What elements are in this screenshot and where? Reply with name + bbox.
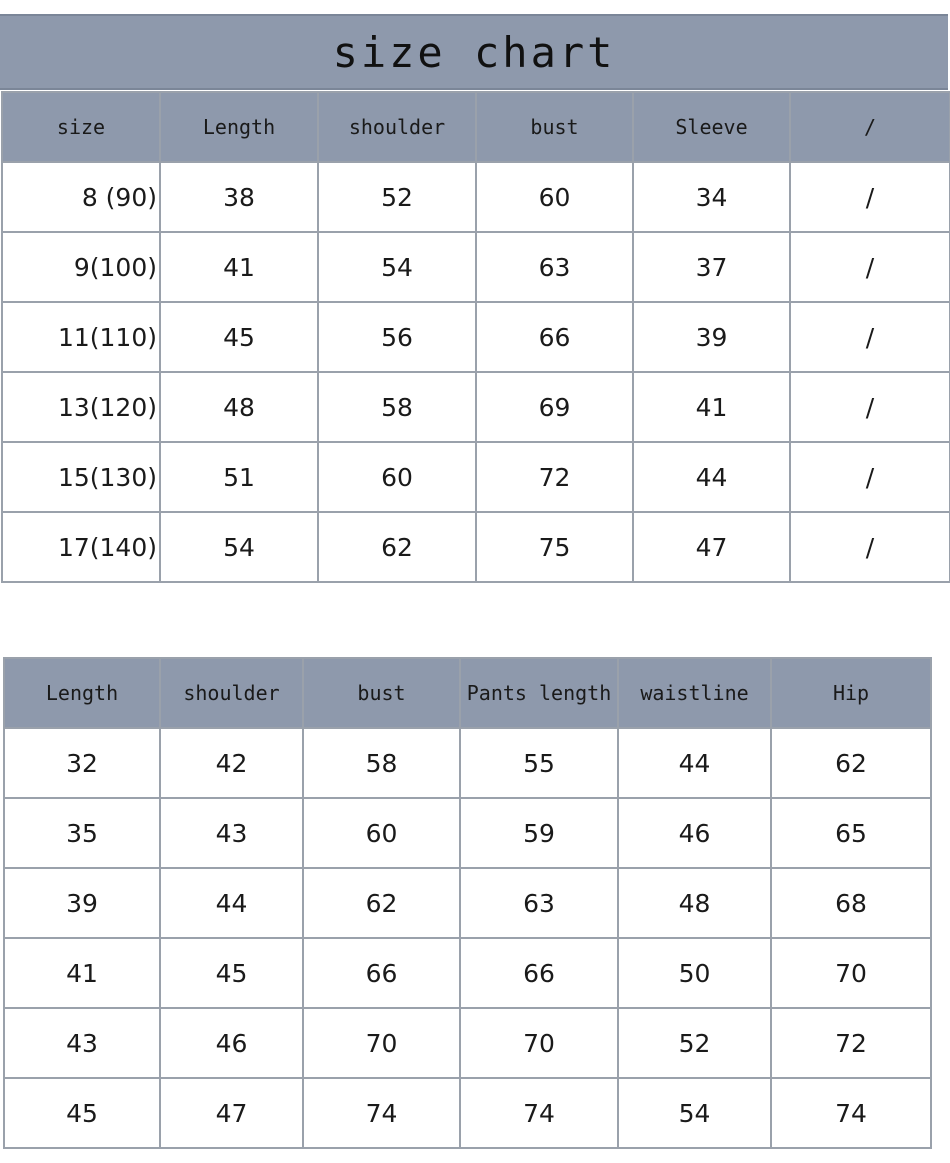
header-sleeve: Sleeve [633, 92, 790, 162]
blank-cell: / [790, 372, 950, 442]
table-row [4, 1078, 931, 1148]
table-header-row [2, 92, 950, 162]
table-row [2, 302, 950, 372]
table-row [2, 442, 950, 512]
size-cell: 13(120) [2, 372, 160, 442]
size-table-bottom [3, 657, 932, 1149]
waistline-cell: 52 [618, 1008, 771, 1078]
hip-cell: 70 [771, 938, 931, 1008]
shoulder-cell: 44 [160, 868, 303, 938]
length-cell: 45 [160, 302, 318, 372]
header-blank: / [790, 92, 950, 162]
bust-cell: 60 [476, 162, 633, 232]
sleeve-cell: 34 [633, 162, 790, 232]
header-bust: bust [303, 658, 460, 728]
header-hip: Hip [771, 658, 931, 728]
bust-cell: 58 [303, 728, 460, 798]
size-cell: 8 (90) [2, 162, 160, 232]
length-cell: 32 [4, 728, 160, 798]
size-cell: 11(110) [2, 302, 160, 372]
length-cell: 41 [160, 232, 318, 302]
shoulder-cell: 62 [318, 512, 476, 582]
bust-cell: 72 [476, 442, 633, 512]
pants-length-cell: 55 [460, 728, 618, 798]
waistline-cell: 46 [618, 798, 771, 868]
header-size: size [2, 92, 160, 162]
bust-cell: 74 [303, 1078, 460, 1148]
shoulder-cell: 43 [160, 798, 303, 868]
sleeve-cell: 39 [633, 302, 790, 372]
header-shoulder: shoulder [318, 92, 476, 162]
length-cell: 38 [160, 162, 318, 232]
sleeve-cell: 47 [633, 512, 790, 582]
shoulder-cell: 60 [318, 442, 476, 512]
title-bar [0, 14, 948, 90]
size-cell: 9(100) [2, 232, 160, 302]
length-cell: 41 [4, 938, 160, 1008]
sleeve-cell: 37 [633, 232, 790, 302]
hip-cell: 65 [771, 798, 931, 868]
bust-cell: 62 [303, 868, 460, 938]
size-table-top [1, 91, 950, 583]
blank-cell: / [790, 302, 950, 372]
table-row [4, 938, 931, 1008]
header-bust: bust [476, 92, 633, 162]
pants-length-cell: 59 [460, 798, 618, 868]
table-row [2, 512, 950, 582]
shoulder-cell: 47 [160, 1078, 303, 1148]
bust-cell: 70 [303, 1008, 460, 1078]
shoulder-cell: 52 [318, 162, 476, 232]
sleeve-cell: 44 [633, 442, 790, 512]
shoulder-cell: 45 [160, 938, 303, 1008]
waistline-cell: 44 [618, 728, 771, 798]
table-row [2, 232, 950, 302]
pants-length-cell: 63 [460, 868, 618, 938]
bust-cell: 69 [476, 372, 633, 442]
bust-cell: 63 [476, 232, 633, 302]
size-cell: 17(140) [2, 512, 160, 582]
blank-cell: / [790, 442, 950, 512]
table-row [4, 868, 931, 938]
bust-cell: 66 [303, 938, 460, 1008]
page-title: size chart [332, 27, 616, 77]
waistline-cell: 48 [618, 868, 771, 938]
header-length: Length [4, 658, 160, 728]
table-row [4, 798, 931, 868]
shoulder-cell: 42 [160, 728, 303, 798]
blank-cell: / [790, 232, 950, 302]
blank-cell: / [790, 512, 950, 582]
blank-cell: / [790, 162, 950, 232]
table-row [4, 728, 931, 798]
waistline-cell: 54 [618, 1078, 771, 1148]
header-pants-length: Pants length [460, 658, 618, 728]
pants-length-cell: 70 [460, 1008, 618, 1078]
length-cell: 54 [160, 512, 318, 582]
length-cell: 45 [4, 1078, 160, 1148]
shoulder-cell: 54 [318, 232, 476, 302]
bust-cell: 66 [476, 302, 633, 372]
hip-cell: 74 [771, 1078, 931, 1148]
table-row [2, 372, 950, 442]
length-cell: 48 [160, 372, 318, 442]
bust-cell: 60 [303, 798, 460, 868]
hip-cell: 72 [771, 1008, 931, 1078]
shoulder-cell: 58 [318, 372, 476, 442]
header-length: Length [160, 92, 318, 162]
size-cell: 15(130) [2, 442, 160, 512]
hip-cell: 68 [771, 868, 931, 938]
shoulder-cell: 56 [318, 302, 476, 372]
pants-length-cell: 74 [460, 1078, 618, 1148]
shoulder-cell: 46 [160, 1008, 303, 1078]
header-waistline: waistline [618, 658, 771, 728]
length-cell: 51 [160, 442, 318, 512]
length-cell: 35 [4, 798, 160, 868]
table-row [2, 162, 950, 232]
length-cell: 43 [4, 1008, 160, 1078]
table-row [4, 1008, 931, 1078]
table-header-row [4, 658, 931, 728]
sleeve-cell: 41 [633, 372, 790, 442]
waistline-cell: 50 [618, 938, 771, 1008]
length-cell: 39 [4, 868, 160, 938]
bust-cell: 75 [476, 512, 633, 582]
pants-length-cell: 66 [460, 938, 618, 1008]
hip-cell: 62 [771, 728, 931, 798]
header-shoulder: shoulder [160, 658, 303, 728]
